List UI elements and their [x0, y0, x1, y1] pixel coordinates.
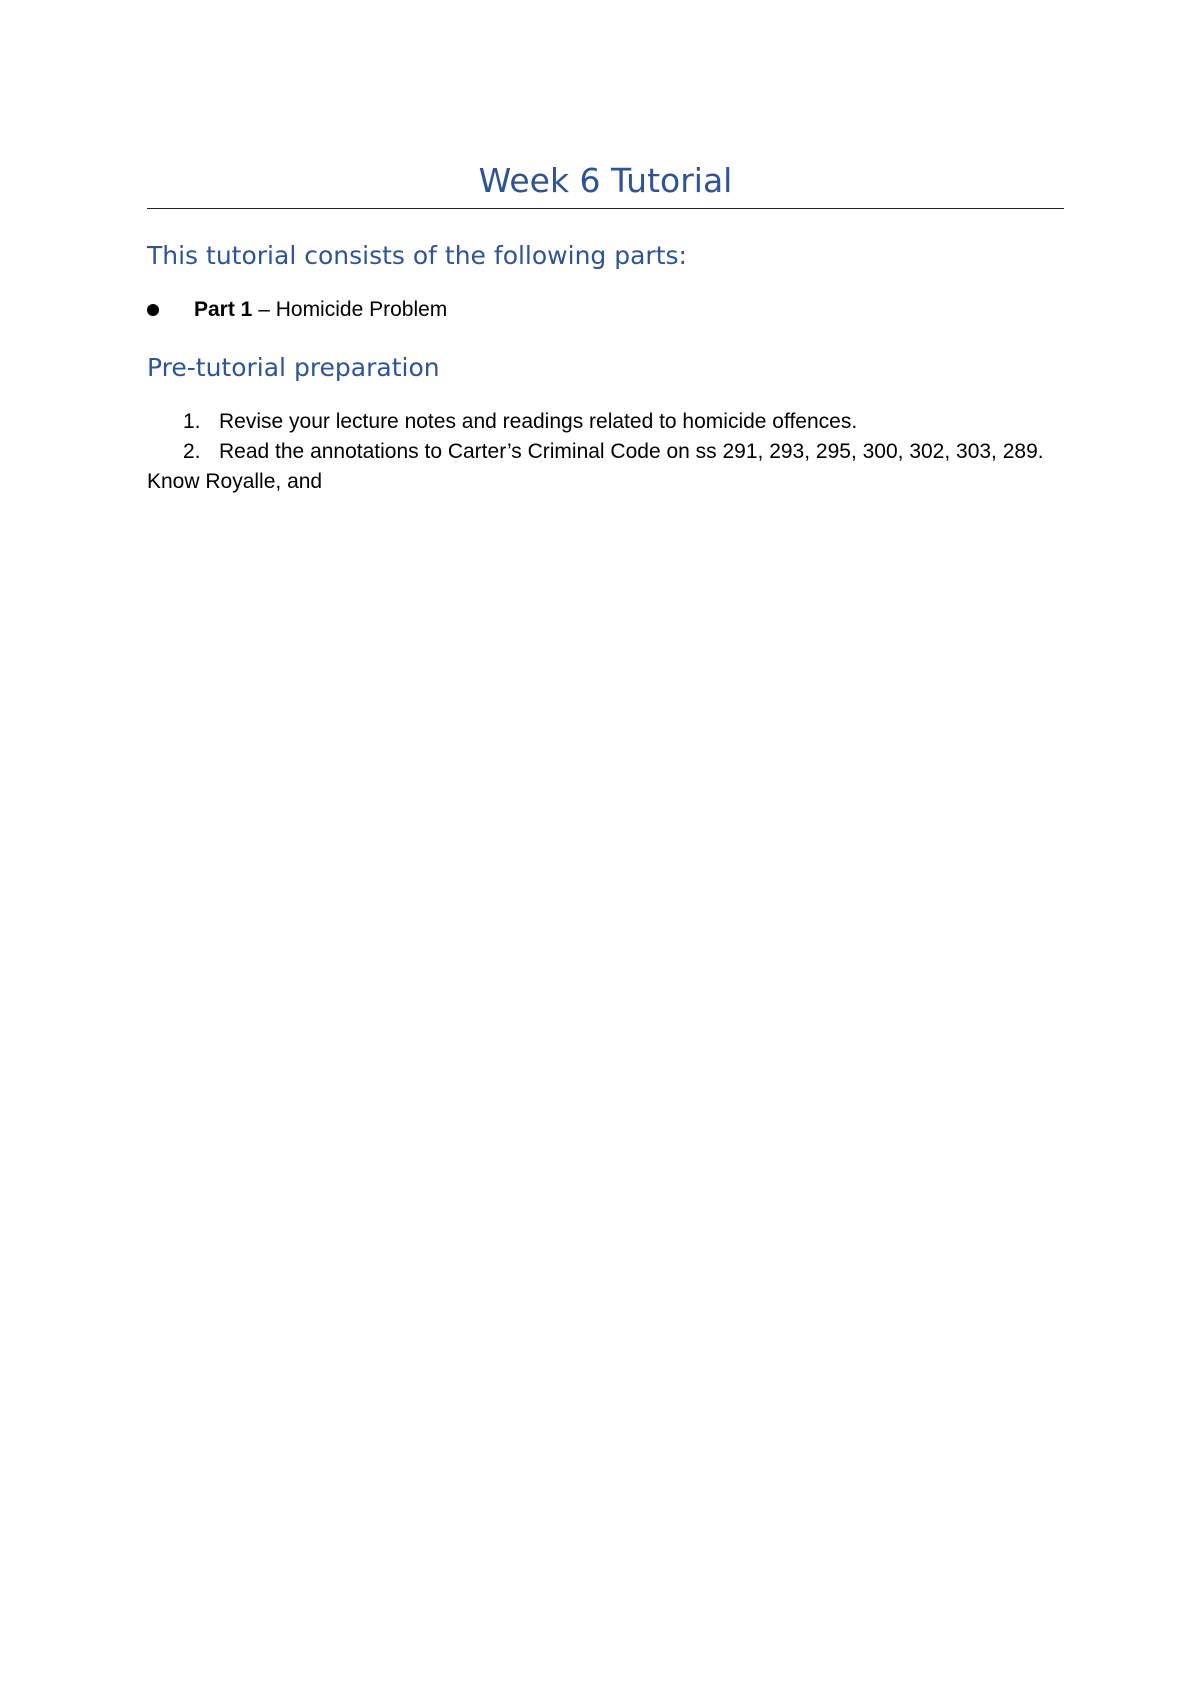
intro-heading: This tutorial consists of the following parts:	[147, 241, 687, 270]
list-item	[147, 437, 1064, 467]
prep-list	[147, 407, 1064, 467]
bullet-icon	[147, 304, 159, 316]
parts-list	[147, 295, 1064, 325]
item-text: Read the annotations to Carter’s Criminal Code on ss 291, 293, 295, 300, 302, 303, 289.	[219, 440, 1044, 463]
part-label: Part 1	[194, 298, 253, 321]
item-number: 2.	[183, 440, 201, 463]
prep-heading: Pre-tutorial preparation	[147, 353, 440, 382]
page-title: Week 6 Tutorial	[147, 160, 1064, 209]
item-text: Revise your lecture notes and readings related to homicide offences.	[219, 410, 858, 433]
trailing-paragraph: Know Royalle, and	[147, 470, 323, 493]
list-item	[147, 407, 1064, 437]
list-item	[147, 295, 1064, 325]
part-description: – Homicide Problem	[252, 298, 448, 321]
document-content	[147, 160, 1064, 497]
item-number: 1.	[183, 410, 201, 433]
